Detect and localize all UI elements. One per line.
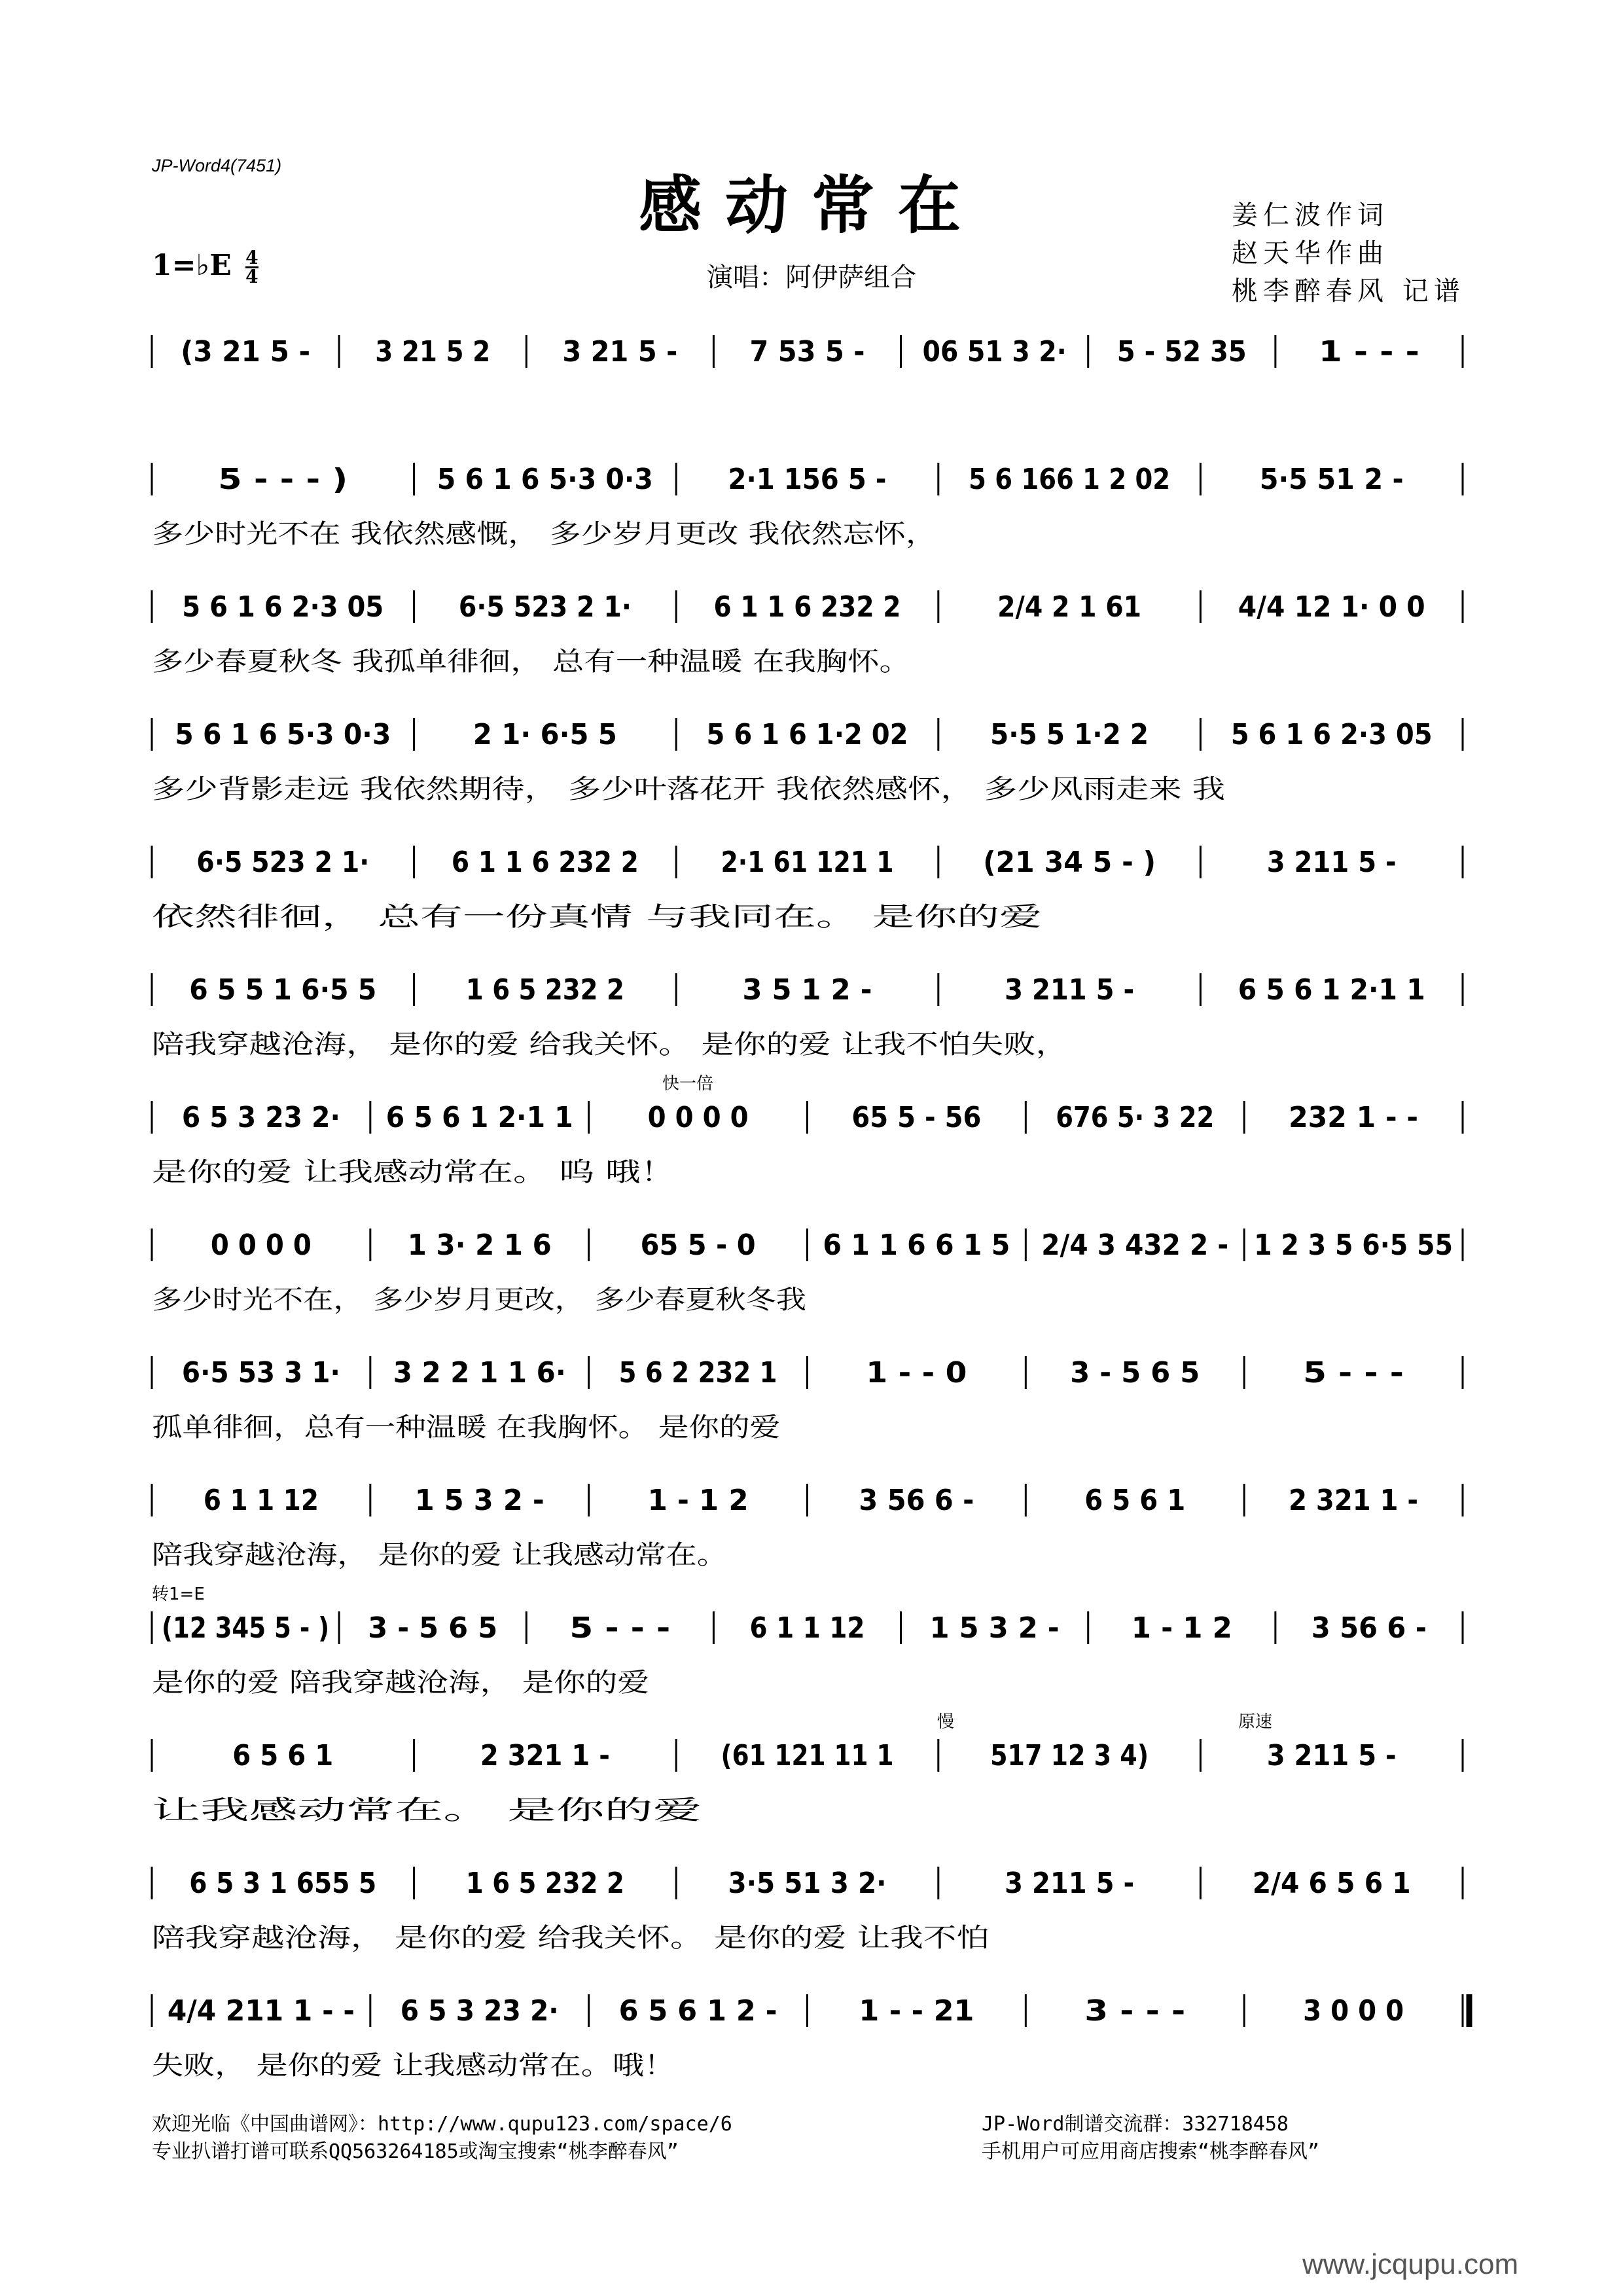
notation-system [152,1712,1463,1825]
lyric-line: 陪我穿越沧海， 是你的爱 给我关怀。 是你的爱 让我不怕 [152,1923,990,1953]
lyric-line: 多少时光不在， 多少岁月更改， 多少春夏秋冬我 [152,1285,806,1315]
measure-notes: 1 - - 0 [866,1356,967,1390]
notation-system [152,846,1463,932]
measure-notes: 5 6 1 6 2·3 05 [182,590,384,624]
time-sig-bottom: 4 [245,266,259,287]
notation-system [152,973,1463,1060]
measure-notes: 1 - - 21 [859,1994,974,2028]
measure-notes: 6 1 1 6 232 2 [451,846,639,879]
notation-system [152,1356,1463,1443]
key-label: 1=♭E [152,249,232,282]
measure-notes: (3 21 5 - [181,335,311,368]
measure-notes: 5 6 2 232 1 [618,1356,777,1390]
measure-notes: 1 - 1 2 [1131,1611,1232,1645]
measure-notes: 5 - - - ) [218,463,348,496]
measure-notes: 65 5 - 0 [640,1229,756,1262]
singer-label: 演唱：阿伊萨组合 [707,262,916,293]
measure-notes: 6 5 6 1 [232,1739,334,1772]
measure-notes: 3 211 5 - [1005,1867,1135,1900]
notation-system [152,1585,1463,1698]
measure-notes: 6 1 1 12 [749,1611,865,1645]
measure-notes: 3 21 5 2 [375,335,491,368]
measure-notes: 6·5 53 3 1· [181,1356,340,1390]
measure-notes: 3 5 1 2 - [742,973,872,1007]
measure-notes: 7 53 5 - [749,335,865,368]
notation-system [152,590,1463,677]
time-sig-top: 4 [245,247,259,268]
measure-notes: 1 6 5 232 2 [465,973,624,1007]
measure-notes: 5 - 52 35 [1116,335,1247,368]
footer-contact: 专业扒谱打谱可联系QQ563264185或淘宝搜索“桃李醉春风” [152,2140,679,2163]
measure-notes: 6 5 6 1 [1084,1484,1186,1517]
measure-notes: 6 5 3 23 2· [181,1101,340,1134]
lyric-line: 是你的爱 让我感动常在。 呜 哦！ [152,1157,675,1187]
page-title: 感动常在 [639,168,984,242]
measure-notes: (12 345 5 - ) [162,1611,330,1645]
footer-mobile: 手机用户可应用商店搜索“桃李醉春风” [982,2140,1320,2163]
notation-system [152,1867,1463,1953]
measure-notes: (61 121 11 1 [721,1739,894,1772]
measure-notes: 1 2 3 5 6·5 55 [1254,1229,1453,1262]
measure-notes: 0 0 0 0 [210,1229,312,1262]
measure-notes: 5·5 5 1·2 2 [990,718,1149,751]
measure-notes: 1 6 5 232 2 [465,1867,624,1900]
measure-notes: 3·5 51 3 2· [728,1867,887,1900]
measure-notes: 0 0 0 0 [647,1101,749,1134]
lyric-line: 陪我穿越沧海， 是你的爱 给我关怀。 是你的爱 让我不怕失败， [152,1030,1068,1060]
measure-notes: 2·1 156 5 - [728,463,887,496]
measure-notes: 2/4 2 1 61 [997,590,1142,624]
measure-notes: 517 12 3 4) [990,1739,1149,1772]
measure-notes: 3 211 5 - [1266,1739,1397,1772]
measure-notes: 1 - 1 2 [647,1484,749,1517]
measure-notes: 5 6 1 6 5·3 0·3 [437,463,653,496]
measure-notes: 5 6 1 6 2·3 05 [1230,718,1433,751]
measure-notes: 3 211 5 - [1266,846,1397,879]
measure-notes: 6 1 1 6 232 2 [713,590,901,624]
software-label: JP-Word4(7451) [152,156,282,175]
measure-notes: 65 5 - 56 [851,1101,982,1134]
measure-notes: (21 34 5 - ) [983,846,1156,879]
measure-notes: 1 3· 2 1 6 [407,1229,552,1262]
measure-notes: 676 5· 3 22 [1056,1101,1215,1134]
watermark: www.jcqupu.com [1302,2248,1519,2280]
lyric-line: 陪我穿越沧海， 是你的爱 让我感动常在。 [152,1540,728,1570]
measure-notes: 6 5 6 1 2 - [618,1994,777,2028]
measure-notes: 6 5 3 1 655 5 [189,1867,377,1900]
measure-notes: 1 5 3 2 - [929,1611,1060,1645]
lyric-line: 多少春夏秋冬 我孤单徘徊， 总有一种温暖 在我胸怀。 [152,647,911,677]
measure-notes: 5 6 1 6 1·2 02 [706,718,908,751]
measure-notes: 6·5 523 2 1· [196,846,370,879]
measure-notes: 6 5 6 1 2·1 1 [1238,973,1425,1007]
measure-notes: 6·5 523 2 1· [458,590,632,624]
measure-notes: 3 - - - [1084,1994,1186,2028]
measure-notes: 2/4 3 432 2 - [1041,1229,1229,1262]
measure-notes: 4/4 211 1 - - [167,1994,355,2028]
measure-notes: 6 5 5 1 6·5 5 [189,973,377,1007]
measure-notes: 3 - 5 6 5 [1070,1356,1200,1390]
measure-notes: 3 211 5 - [1005,973,1135,1007]
tempo-mark: 原速 [1238,1712,1273,1732]
measure-notes: 5 - - - [1303,1356,1404,1390]
measure-notes: 5 6 1 6 5·3 0·3 [175,718,391,751]
tempo-mark: 快一倍 [662,1074,714,1094]
lyric-line: 孤单徘徊，总有一种温暖 在我胸怀。 是你的爱 [152,1412,780,1443]
measure-notes: 5 - - - [569,1611,671,1645]
tempo-mark: 转1=E [152,1585,205,1604]
measure-notes: 5·5 51 2 - [1259,463,1404,496]
notation-system [152,1074,1463,1187]
tempo-mark: 慢 [937,1712,955,1732]
lyric-line: 依然徘徊， 总有一份真情 与我同在。 是你的爱 [152,902,1042,932]
notation-system [152,1994,1469,2081]
composer-credit: 赵天华作曲 [1232,238,1389,268]
measure-notes: 4/4 12 1· 0 0 [1238,590,1425,624]
lyricist-credit: 姜仁波作词 [1232,200,1389,230]
notation-system [152,335,1463,368]
measure-notes: 3 - 5 6 5 [368,1611,498,1645]
transcriber-credit: 桃李醉春风 记谱 [1232,276,1465,306]
lyric-line: 多少背影走远 我依然期待， 多少叶落花开 我依然感怀， 多少风雨走来 我 [152,774,1225,804]
measure-notes: 3 56 6 - [1311,1611,1427,1645]
lyric-line: 多少时光不在 我依然感慨， 多少岁月更改 我依然忘怀， [152,519,937,549]
lyric-line: 让我感动常在。 是你的爱 [152,1795,702,1825]
notation-system [152,718,1463,804]
footer-group: JP-Word制谱交流群：332718458 [982,2113,1289,2136]
measure-notes: 06 51 3 2· [922,335,1067,368]
measure-notes: 1 5 3 2 - [414,1484,544,1517]
measure-notes: 2 1· 6·5 5 [473,718,617,751]
measure-notes: 6 1 1 6 6 1 5 [823,1229,1010,1262]
notation-system [152,1229,1463,1315]
measure-notes: 2·1 61 121 1 [721,846,894,879]
measure-notes: 6 1 1 12 [203,1484,319,1517]
measure-notes: 3 2 2 1 1 6· [393,1356,566,1390]
measure-notes: 2 321 1 - [1289,1484,1419,1517]
measure-notes: 3 56 6 - [859,1484,974,1517]
measure-notes: 1 - - - [1318,335,1419,368]
measure-notes: 6 5 3 23 2· [400,1994,559,2028]
measure-notes: 6 5 6 1 2·1 1 [385,1101,573,1134]
footer-website: 欢迎光临《中国曲谱网》：http://www.qupu123.com/space/6 [152,2113,732,2136]
lyric-line: 失败， 是你的爱 让我感动常在。哦！ [152,2051,675,2081]
measure-notes: 2/4 6 5 6 1 [1252,1867,1411,1900]
measure-notes: 232 1 - - [1289,1101,1419,1134]
measure-notes: 3 21 5 - [562,335,678,368]
measure-notes: 2 321 1 - [480,1739,610,1772]
notation-system [152,1484,1463,1570]
measure-notes: 5 6 166 1 2 02 [969,463,1171,496]
lyric-line: 是你的爱 陪我穿越沧海， 是你的爱 [152,1668,649,1698]
measure-notes: 3 0 0 0 [1303,1994,1404,2028]
notation-system [152,463,1463,549]
